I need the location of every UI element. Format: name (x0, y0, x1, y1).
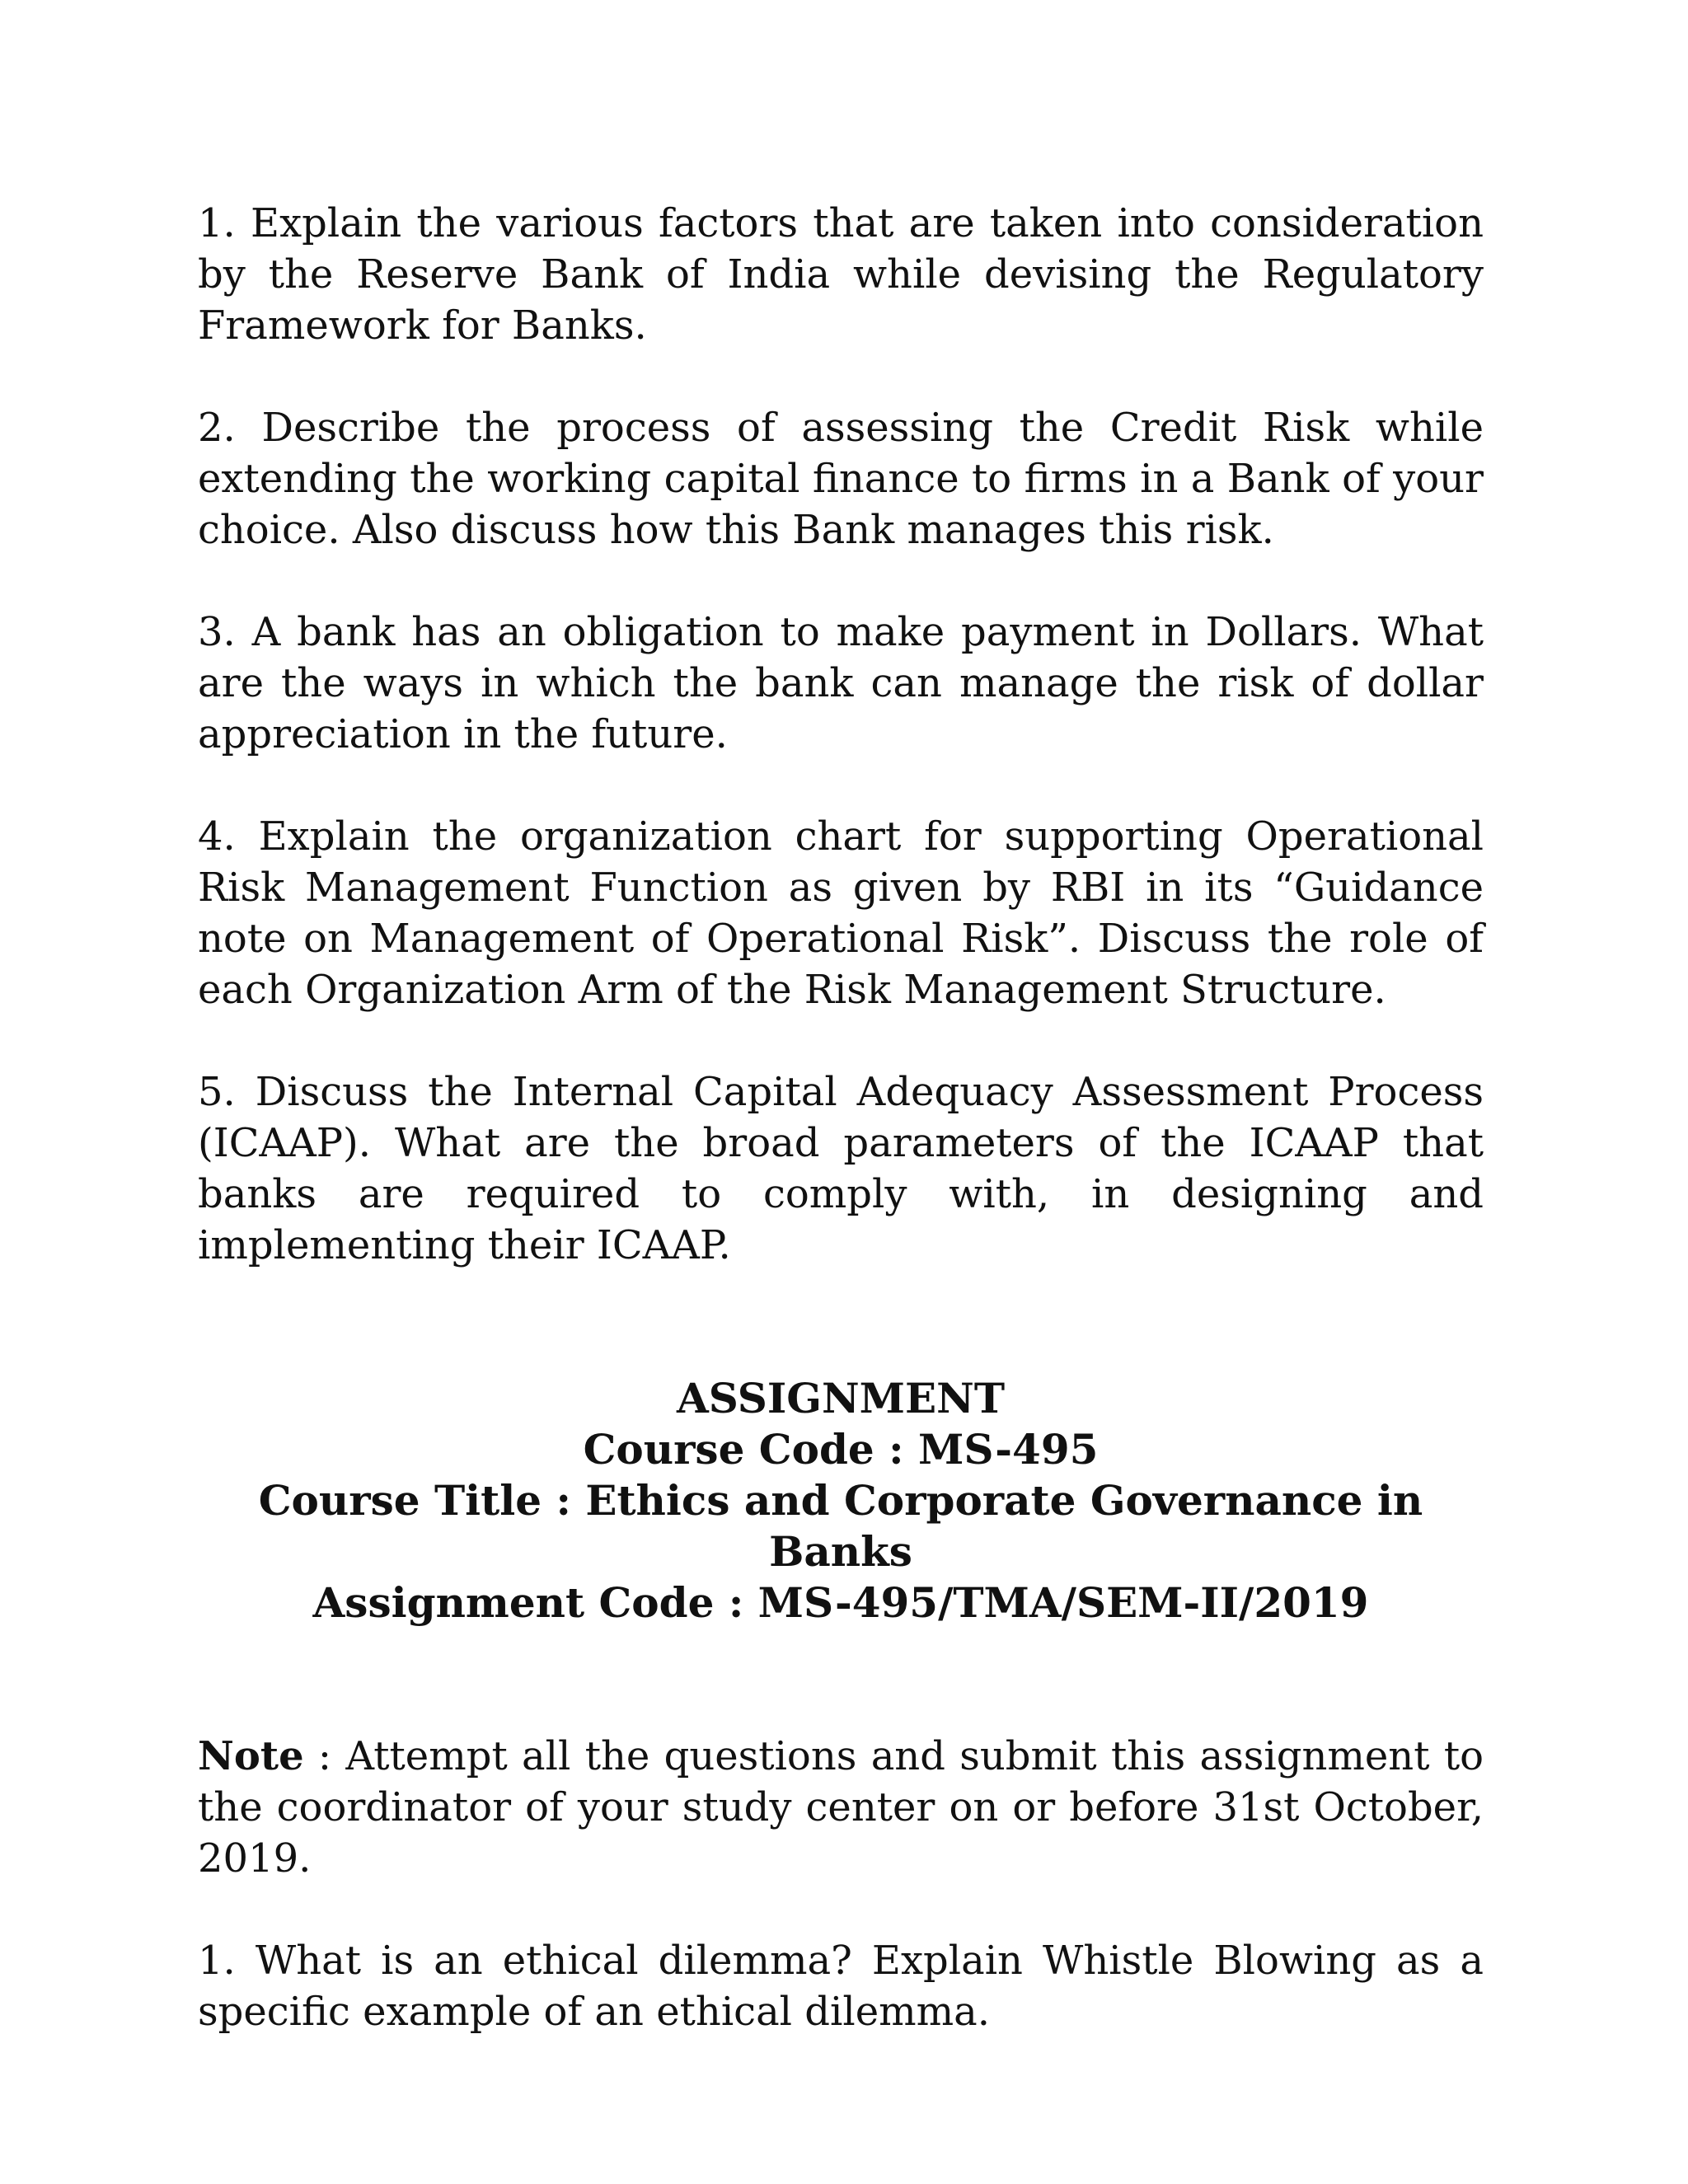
ethics-question-1: 1. What is an ethical dilemma? Explain Whistle Blowing as a specific example of an ethical dilemma. (198, 1938, 1484, 2035)
assignment-header (198, 1373, 1484, 1629)
question-4: 4. Explain the organization chart for supporting Operational Risk Management Function as given by RBI in its “Guidance note on Management of Operational Risk”. Discuss the role of each Organization Arm of the Risk Management Structure. (198, 813, 1484, 1013)
page-content (198, 198, 1484, 2088)
question-5: 5. Discuss the Internal Capital Adequacy Assessment Process (ICAAP). What are the broad parameters of the ICAAP that banks are required to comply with, in designing and implementing their ICAAP. (198, 1069, 1484, 1268)
course-code: Course Code : MS-495 (583, 1425, 1099, 1474)
question-3: 3. A bank has an obligation to make payment in Dollars. What are the ways in which the bank can manage the risk of dollar appreciation in the future. (198, 609, 1484, 757)
note-paragraph (198, 1731, 1484, 1884)
assignment-title: ASSIGNMENT (676, 1374, 1006, 1422)
note-text: : Attempt all the questions and submit this assignment to the coordinator of your study center on or before 31st October, 2019. (198, 1733, 1484, 1882)
question-1: 1. Explain the various factors that are taken into consideration by the Reserve Bank of India while devising the Regulatory Framework for Banks. (198, 200, 1484, 349)
course-title: Course Title : Ethics and Corporate Governance in Banks (258, 1476, 1423, 1576)
note-label: Note (198, 1733, 304, 1779)
question-2: 2. Describe the process of assessing the Credit Risk while extending the working capital finance to firms in a Bank of your choice. Also discuss how this Bank manages this risk. (198, 405, 1484, 553)
assignment-code: Assignment Code : MS-495/TMA/SEM-II/2019 (312, 1578, 1369, 1627)
